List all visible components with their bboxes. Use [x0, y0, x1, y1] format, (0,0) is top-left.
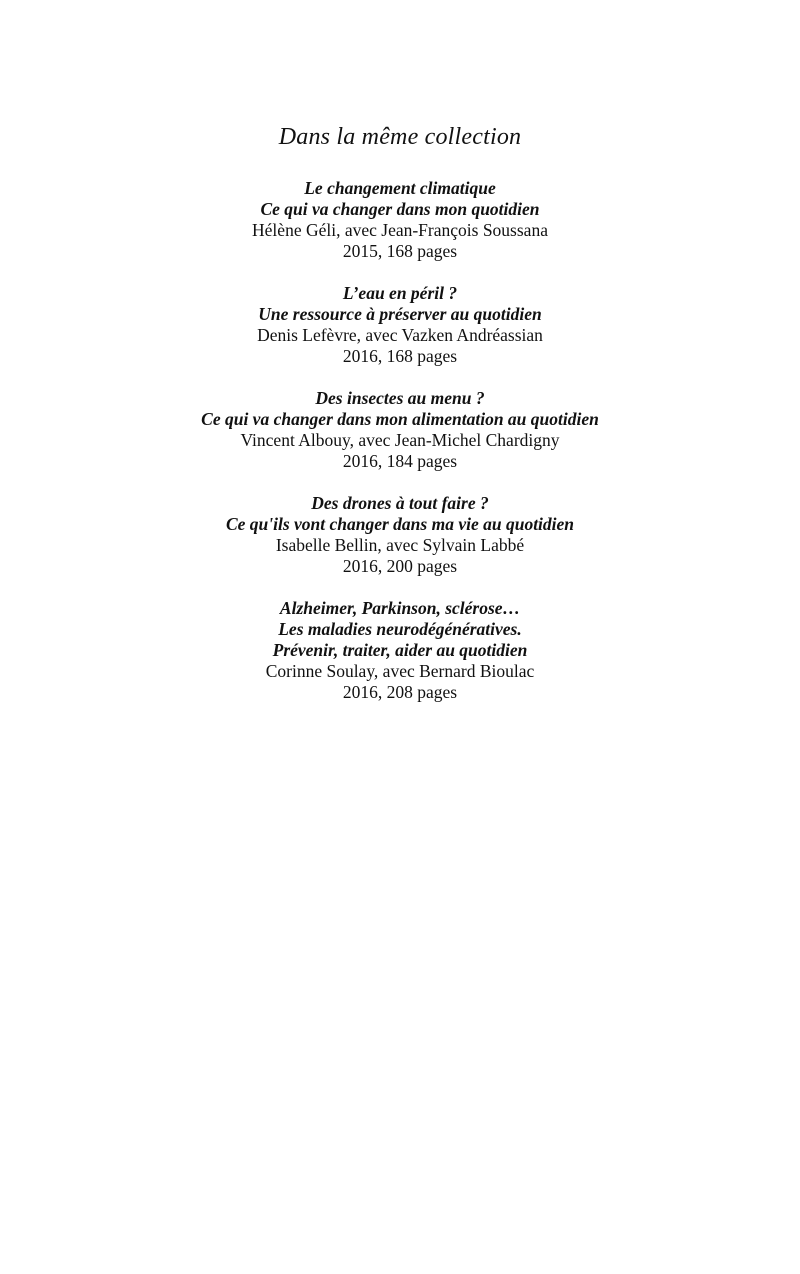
book-authors: Isabelle Bellin, avec Sylvain Labbé	[275, 535, 525, 555]
book-entry	[0, 493, 800, 577]
book-title-line: Les maladies neurodégénératives.	[278, 619, 522, 639]
book-title-line: Alzheimer, Parkinson, sclérose…	[279, 598, 521, 618]
book-title	[0, 493, 800, 535]
book-list	[0, 178, 800, 703]
book-title-line: Ce qui va changer dans mon alimentation au quotidien	[201, 409, 599, 429]
book-entry	[0, 598, 800, 703]
book-authors: Vincent Albouy, avec Jean-Michel Chardigny	[240, 430, 560, 450]
book-title-line: Des drones à tout faire ?	[311, 493, 489, 513]
book-title-line: Des insectes au menu ?	[315, 388, 485, 408]
book-title-line: Ce qu'ils vont changer dans ma vie au quotidien	[225, 514, 575, 534]
book-entry	[0, 283, 800, 367]
book-title-line: L’eau en péril ?	[342, 283, 458, 303]
book-authors: Corinne Soulay, avec Bernard Bioulac	[265, 661, 535, 681]
book-title-line: Prévenir, traiter, aider au quotidien	[272, 640, 528, 660]
book-title	[0, 388, 800, 430]
book-entry	[0, 178, 800, 262]
book-pages: 2016, 168 pages	[342, 346, 458, 366]
book-title	[0, 178, 800, 220]
book-pages: 2015, 168 pages	[342, 241, 458, 261]
book-title	[0, 598, 800, 661]
book-authors: Hélène Géli, avec Jean-François Soussana	[252, 220, 548, 240]
book-title-line: Le changement climatique	[304, 178, 496, 198]
book-title-line: Une ressource à préserver au quotidien	[258, 304, 542, 324]
book-title	[0, 283, 800, 325]
book-entry	[0, 388, 800, 472]
collection-heading: Dans la même collection	[278, 124, 522, 150]
book-pages: 2016, 184 pages	[342, 451, 458, 471]
book-pages: 2016, 208 pages	[342, 682, 458, 702]
book-pages: 2016, 200 pages	[342, 556, 458, 576]
book-title-line: Ce qui va changer dans mon quotidien	[260, 199, 540, 219]
book-authors: Denis Lefèvre, avec Vazken Andréassian	[257, 325, 543, 345]
